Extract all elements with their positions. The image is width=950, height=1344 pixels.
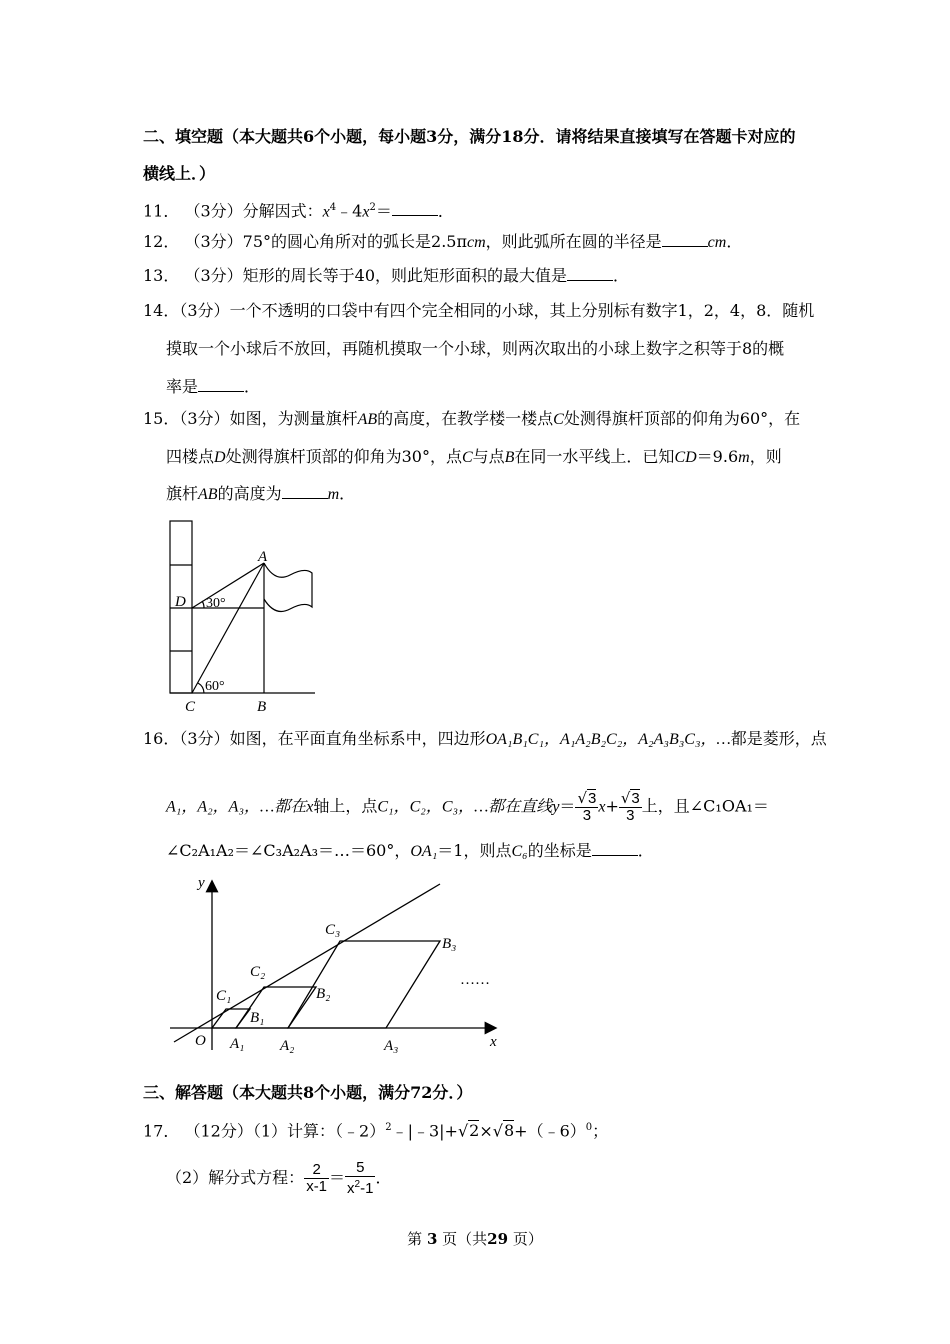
math-times: × — [479, 1121, 493, 1141]
line-y-eq — [174, 884, 440, 1042]
label-C2: C₂ — [250, 964, 266, 980]
math-term: ﹣4 — [336, 201, 363, 221]
question-score: （3分） — [184, 266, 243, 285]
question-text: 四楼点 — [166, 447, 215, 466]
math-exponent: 2 — [385, 1122, 392, 1133]
question-16-line1 — [143, 728, 827, 751]
flagpole-figure — [160, 515, 330, 715]
punctuation: ． — [637, 841, 654, 860]
question-16-line2 — [166, 790, 769, 824]
math-exponent: 0 — [585, 1122, 593, 1133]
continuation-dots: …… — [460, 972, 490, 988]
section-2-heading-line1: 二、填空题（本大题共6个小题，每小题3分，满分18分．请将结果直接填写在答题卡对应的 — [143, 127, 796, 146]
question-11 — [143, 197, 454, 223]
answer-blank[interactable] — [567, 266, 613, 281]
question-text: 处测得旗杆顶部的仰角为30°，点 — [225, 447, 462, 466]
question-score: （12分） — [184, 1121, 253, 1141]
question-17-part1 — [143, 1117, 608, 1142]
math-var: x — [347, 1180, 355, 1197]
question-text: 处测得旗杆顶部的仰角为60°，在 — [563, 409, 801, 428]
question-text: 的高度为 — [217, 484, 282, 503]
denominator: 3 — [582, 807, 592, 824]
math-var: D — [214, 449, 226, 466]
math-var: x — [362, 203, 370, 221]
math-term: +（﹣6） — [514, 1121, 586, 1141]
label-C3: C₃ — [325, 922, 341, 938]
punctuation: ． — [244, 377, 261, 396]
question-score: （3分） — [179, 729, 230, 748]
punctuation: ． — [613, 266, 630, 285]
math-var: x — [322, 203, 330, 221]
answer-blank[interactable] — [198, 377, 244, 392]
math-exponent: 4 — [329, 202, 337, 213]
math-term: -1 — [360, 1180, 374, 1197]
math-expr: OA₁B₁C₁，A₁A₂B₂C₂，A₂A₃B₃C₃，… — [485, 731, 731, 748]
punctuation: ． — [726, 232, 743, 251]
question-text: 率是 — [166, 377, 199, 396]
radicand: 8 — [503, 1121, 515, 1141]
label-x: x — [490, 1034, 497, 1050]
denominator: x-1 — [306, 1178, 328, 1195]
question-text: 如图，为测量旗杆 — [229, 409, 358, 428]
numerator: 2 — [304, 1162, 329, 1179]
footer-text: 第 — [407, 1230, 423, 1248]
rhombus-2 — [236, 987, 316, 1028]
question-score: （3分） — [179, 301, 230, 320]
angle-arc-30 — [202, 601, 204, 608]
question-14-line1 — [143, 300, 814, 322]
math-var: C — [461, 449, 473, 466]
question-score: （3分） — [184, 201, 243, 221]
question-text: 在同一水平线上．已知 — [514, 447, 675, 466]
question-number: 15． — [143, 409, 180, 428]
answer-blank[interactable] — [592, 841, 638, 856]
math-var: AB — [357, 411, 378, 428]
label-A2: A₂ — [280, 1038, 295, 1054]
unit: m — [327, 486, 340, 503]
radicand: 2 — [469, 1121, 480, 1141]
question-text: ，则 — [749, 447, 782, 466]
punctuation: ． — [437, 201, 454, 221]
footer-text: 页） — [512, 1230, 543, 1248]
label-A: A — [258, 549, 268, 565]
question-number: 14． — [143, 301, 180, 320]
answer-blank[interactable] — [282, 484, 328, 499]
label-B2: B₂ — [316, 986, 331, 1002]
angle-label-30: 30° — [206, 596, 226, 611]
math-var: x — [306, 798, 314, 816]
label-B: B — [257, 699, 267, 715]
radicand: 3 — [631, 790, 640, 807]
numerator: 5 — [345, 1160, 375, 1177]
denominator: 3 — [626, 807, 635, 824]
sqrt-sign: √ — [492, 1121, 503, 1141]
question-text: 的坐标是 — [527, 841, 592, 860]
question-text: ∠C₂A₁A₂＝∠C₃A₂A₃＝…＝60°， — [166, 841, 411, 860]
question-text: ＝9.6 — [696, 447, 739, 466]
question-text: 与点 — [472, 447, 505, 466]
total-pages: 29 — [487, 1230, 509, 1248]
angle-label-60: 60° — [205, 679, 225, 694]
label-A1: A₁ — [230, 1036, 245, 1052]
question-15-line3 — [166, 483, 355, 506]
label-C1: C₁ — [216, 988, 232, 1004]
math-expr: C₁，C₂，C₃，…都在直线 — [377, 798, 553, 816]
fraction-2-over-x-1 — [304, 1162, 329, 1195]
question-14-line2: 摸取一个小球后不放回，再随机摸取一个小球，则两次取出的小球上数字之积等于8的概 — [166, 339, 785, 358]
question-12 — [143, 231, 742, 254]
question-text: 75°的圆心角所对的弧长是2.5π — [242, 232, 467, 251]
label-y: y — [198, 875, 205, 891]
question-15-line1 — [143, 408, 800, 431]
math-equals: ＝ — [375, 201, 392, 221]
question-15-line2 — [166, 446, 782, 469]
question-number: 16． — [143, 729, 180, 748]
math-expr: A₁，A₂，A₃，…都在 — [166, 798, 307, 816]
question-number: 12． — [143, 232, 180, 251]
label-B1: B₁ — [250, 1010, 265, 1026]
rhombus-figure — [160, 870, 510, 1060]
answer-blank[interactable] — [662, 232, 708, 247]
section-3-heading: 三、解答题（本大题共8个小题，满分72分．） — [143, 1083, 473, 1102]
math-plus: + — [605, 796, 619, 816]
question-13 — [143, 265, 629, 287]
punctuation: ． — [375, 1168, 392, 1187]
question-17-part2 — [166, 1160, 391, 1197]
question-score: （3分） — [184, 232, 243, 251]
unit: m — [738, 449, 750, 466]
radicand: 3 — [588, 790, 597, 807]
math-var: B — [504, 449, 515, 466]
label-A3: A₃ — [384, 1038, 399, 1054]
rhombus-1 — [212, 1009, 250, 1028]
question-16-line3 — [166, 840, 654, 863]
unit: cm — [707, 234, 727, 251]
question-text: 轴上，点 — [313, 796, 378, 816]
question-text: 上，且∠C₁OA₁＝ — [641, 796, 769, 816]
unit: cm — [466, 234, 486, 251]
math-exponent: 2 — [354, 1179, 361, 1190]
sqrt-sign: √ — [457, 1121, 469, 1141]
question-text: 矩形的周长等于40，则此矩形面积的最大值是 — [242, 266, 568, 285]
question-text: ＝1，则点 — [437, 841, 512, 860]
fraction-sqrt3-over-3: $\frac{√3}{3}$ — [620, 789, 640, 824]
footer-text: 页（共 — [442, 1230, 488, 1248]
fraction-5-over-x2-1 — [345, 1160, 375, 1197]
label-D: D — [175, 594, 186, 610]
math-var: CD — [674, 449, 697, 466]
math-equals: ＝ — [559, 796, 576, 816]
question-text: 分解因式： — [242, 201, 323, 221]
punctuation: ． — [339, 484, 356, 503]
page-footer — [0, 1228, 950, 1250]
math-term: （﹣2） — [335, 1121, 386, 1141]
math-var: y — [552, 798, 560, 816]
math-exponent: 2 — [369, 202, 376, 213]
question-14-line3 — [166, 376, 260, 398]
question-number: 13． — [143, 266, 180, 285]
label-C: C — [185, 699, 196, 715]
question-text: 旗杆 — [166, 484, 199, 503]
question-text: 一个不透明的口袋中有四个完全相同的小球，其上分别标有数字1，2，4，8．随机 — [229, 301, 815, 320]
rhombus-3 — [288, 941, 440, 1028]
denominator — [345, 1177, 375, 1197]
punctuation: ； — [592, 1121, 609, 1141]
flag — [264, 563, 312, 611]
angle-arc-60 — [198, 683, 204, 693]
label-B3: B₃ — [442, 936, 457, 952]
label-O: O — [195, 1033, 206, 1049]
question-number: 17． — [143, 1121, 180, 1141]
page-number: 3 — [426, 1230, 438, 1248]
math-var: x — [598, 798, 606, 816]
question-text: （1）计算： — [252, 1121, 336, 1141]
math-var: C — [553, 411, 564, 428]
fraction-sqrt3-over-3: $\frac{√3}{3}$ — [577, 789, 597, 824]
section-2-heading-line2: 横线上．） — [143, 164, 216, 183]
math-var: AB — [198, 486, 218, 503]
math-var: OA₁ — [410, 843, 438, 860]
question-text: 如图，在平面直角坐标系中，四边形 — [229, 729, 486, 748]
question-text: ，则此弧所在圆的半径是 — [485, 232, 662, 251]
question-text: 的高度，在教学楼一楼点 — [377, 409, 554, 428]
question-number: 11． — [143, 201, 180, 221]
answer-blank[interactable] — [392, 201, 438, 216]
question-text: 都是菱形，点 — [730, 729, 827, 748]
question-text: （2）解分式方程： — [166, 1168, 305, 1187]
math-equals: ＝ — [329, 1168, 346, 1187]
math-var: C₆ — [511, 843, 528, 860]
sightline-CA — [192, 563, 264, 693]
math-term: ﹣|﹣3|+ — [391, 1121, 458, 1141]
question-score: （3分） — [179, 409, 230, 428]
